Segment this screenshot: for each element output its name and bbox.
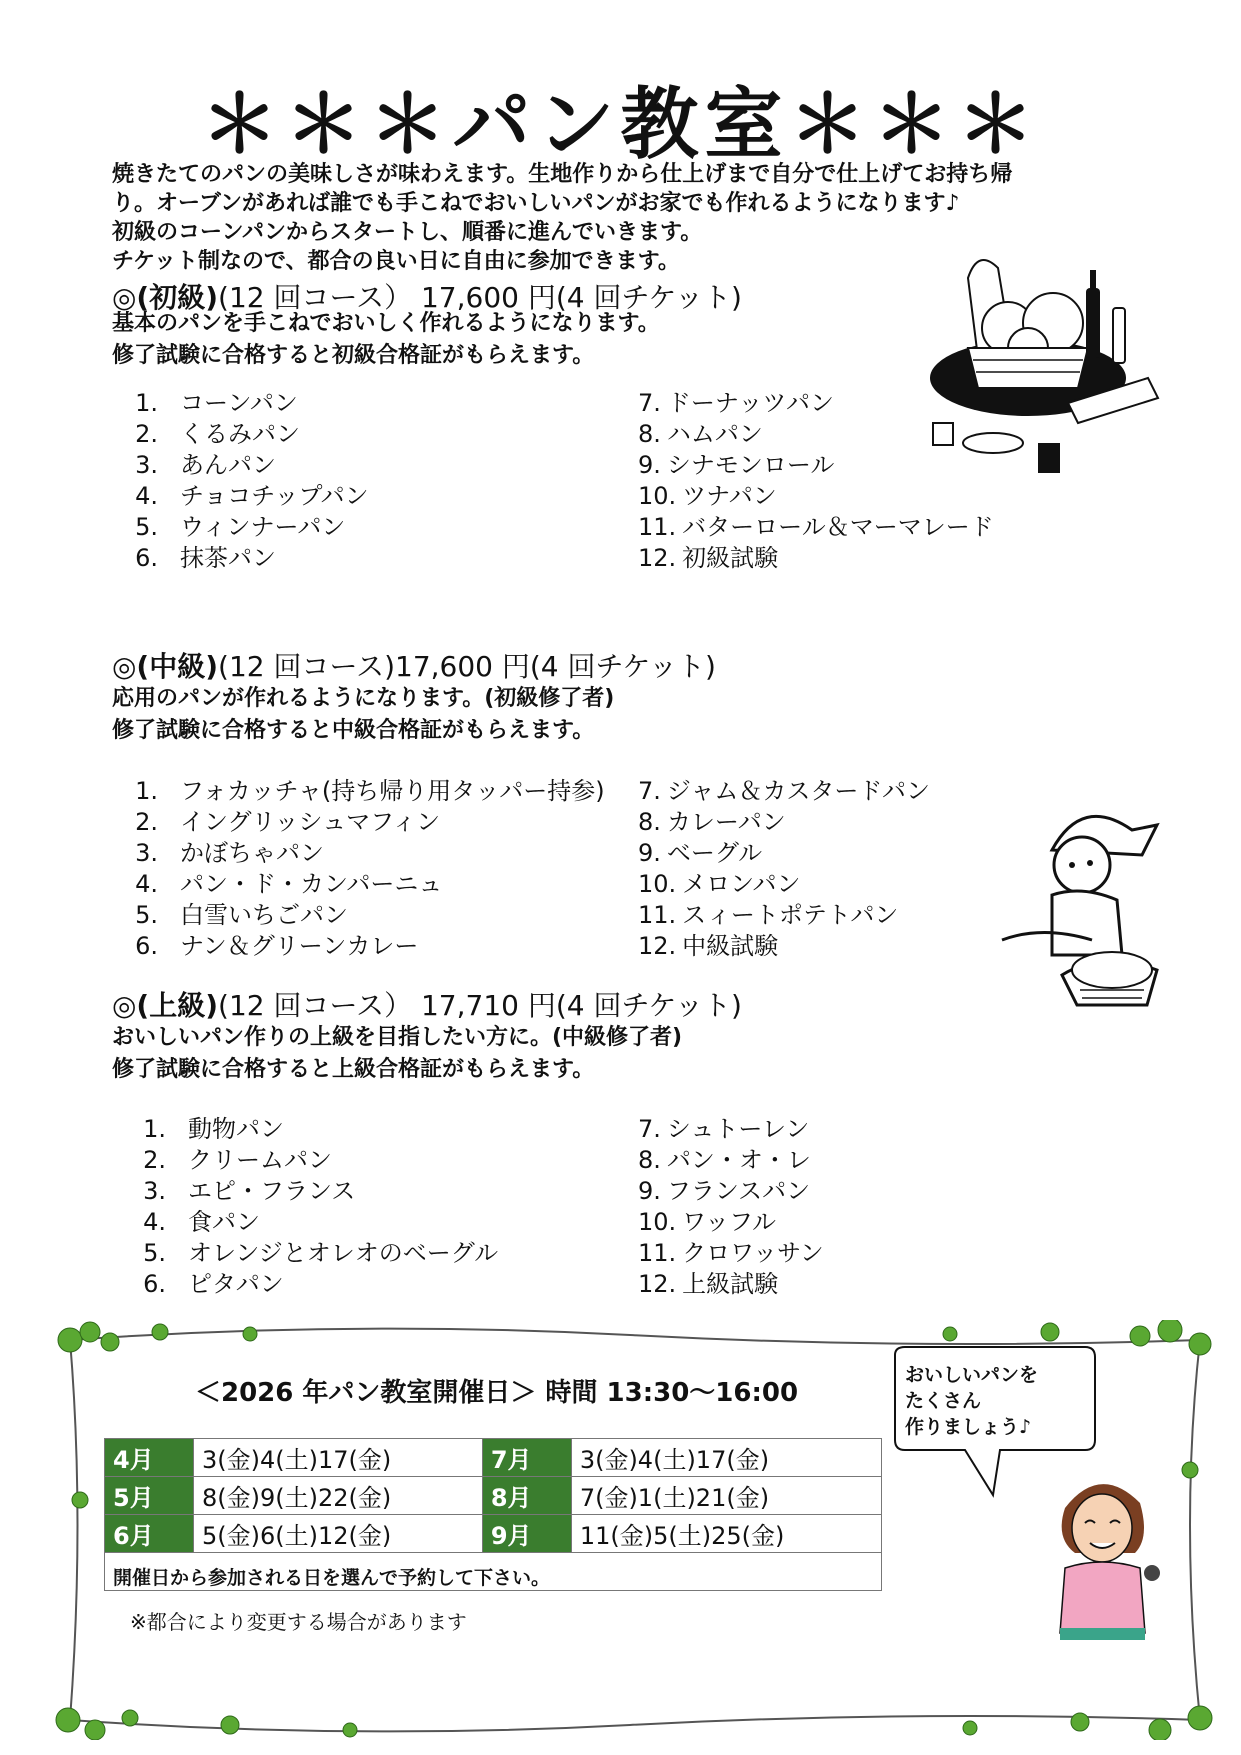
list-item-number: 12.: [638, 932, 677, 960]
list-item: [638, 512, 994, 543]
list-item-label: 動物パン: [188, 1115, 284, 1143]
list-item-number: 6.: [143, 1270, 166, 1298]
list-item-number: 8.: [638, 808, 661, 836]
list-item: [638, 838, 930, 869]
list-item-number: 9.: [638, 839, 661, 867]
schedule-dates: 5(金)6(土)12(金): [194, 1515, 483, 1553]
list-item-label: パン・ド・カンパーニュ: [180, 870, 443, 898]
list-item-label: あんパン: [180, 451, 276, 479]
list-item: [638, 931, 930, 962]
schedule-month: 9月: [482, 1515, 571, 1553]
list-item-label: メロンパン: [682, 870, 801, 898]
list-item-label: チョコチップパン: [180, 482, 369, 510]
schedule-month: 8月: [482, 1477, 571, 1515]
list-item: [638, 481, 994, 512]
list-item: [638, 1114, 824, 1145]
list-item: [638, 776, 930, 807]
list-item-number: 8.: [638, 1146, 661, 1174]
list-item-number: 6.: [135, 544, 158, 572]
list-item-number: 1.: [135, 777, 158, 805]
list-item-number: 5.: [143, 1239, 166, 1267]
list-item-number: 7.: [638, 777, 661, 805]
list-item-label: シナモンロール: [666, 451, 835, 479]
list-item-label: イングリッシュマフィン: [180, 808, 441, 836]
list-item-number: 10.: [638, 870, 677, 898]
list-item: [94, 1207, 498, 1238]
list-item: [100, 481, 369, 512]
schedule-title: ＜2026 年パン教室開催日＞ 時間 13:30～16:00: [195, 1378, 799, 1408]
list-item: [100, 776, 605, 807]
list-item: [100, 807, 605, 838]
list-item-number: 10.: [638, 1208, 677, 1236]
schedule-dates: 7(金)1(土)21(金): [571, 1477, 881, 1515]
list-item: [638, 869, 930, 900]
list-item-number: 10.: [638, 482, 677, 510]
list-item-number: 11.: [638, 901, 677, 929]
schedule-note: 開催日から参加される日を選んで予約して下さい。: [105, 1553, 882, 1591]
list-item-number: 5.: [135, 901, 158, 929]
list-item-label: カレーパン: [666, 808, 786, 836]
schedule-month: 6月: [105, 1515, 194, 1553]
list-item-label: ハムパン: [666, 420, 763, 448]
list-item: [638, 1176, 824, 1207]
list-item-label: 上級試験: [682, 1270, 779, 1298]
schedule-caution: ※都合により変更する場合があります: [130, 1610, 467, 1634]
schedule-month: 7月: [482, 1439, 571, 1477]
intro-line: り。オーブンがあれば誰でも手こねでおいしいパンがお家でも作れるようになります♪: [112, 191, 960, 216]
list-item-label: クロワッサン: [682, 1239, 824, 1267]
list-item-label: ピタパン: [188, 1270, 284, 1298]
list-item: [94, 1114, 498, 1145]
list-item: [638, 807, 930, 838]
list-item-number: 9.: [638, 1177, 661, 1205]
schedule-dates: 3(金)4(土)17(金): [571, 1439, 881, 1477]
list-item-number: 8.: [638, 420, 661, 448]
list-item-number: 6.: [135, 932, 158, 960]
list-item-label: ワッフル: [682, 1208, 777, 1236]
list-item-number: 11.: [638, 513, 677, 541]
list-item-label: かぼちゃパン: [180, 839, 324, 867]
schedule-dates: 3(金)4(土)17(金): [194, 1439, 483, 1477]
list-item: [100, 900, 605, 931]
baker-kneading-illustration: [982, 790, 1202, 1015]
schedule-row: [105, 1515, 882, 1553]
schedule-row: [105, 1477, 882, 1515]
list-item-number: 2.: [135, 808, 158, 836]
list-item-label: ドーナッツパン: [666, 389, 834, 417]
list-item: [100, 512, 369, 543]
list-item-label: エピ・フランス: [188, 1177, 356, 1205]
list-item-label: パン・オ・レ: [666, 1146, 811, 1174]
list-item: [638, 1269, 824, 1300]
list-item: [638, 900, 930, 931]
teacher-illustration: [1040, 1468, 1170, 1648]
list-item-label: ベーグル: [666, 839, 763, 867]
list-item: [94, 1238, 498, 1269]
list-item-number: 11.: [638, 1239, 677, 1267]
list-item-number: 3.: [135, 451, 158, 479]
course-list-advanced-right: [638, 1114, 824, 1300]
schedule-dates: 11(金)5(土)25(金): [571, 1515, 881, 1553]
list-item-number: 12.: [638, 544, 677, 572]
course-heading-intermediate: ◎(中級)(12 回コース)17,600 円(4 回チケット): [112, 650, 716, 683]
list-item-label: 食パン: [188, 1208, 260, 1236]
schedule-dates: 8(金)9(土)22(金): [194, 1477, 483, 1515]
list-item: [100, 869, 605, 900]
list-item-label: ナン＆グリーンカレー: [180, 932, 419, 960]
list-item: [100, 450, 369, 481]
course-list-advanced-left: [94, 1114, 498, 1300]
list-item: [100, 388, 369, 419]
list-item-number: 1.: [135, 389, 158, 417]
course-heading-beginner: ◎(初級)(12 回コース） 17,600 円(4 回チケット): [112, 281, 742, 314]
list-item-number: 3.: [135, 839, 158, 867]
list-item-number: 1.: [143, 1115, 166, 1143]
list-item: [100, 838, 605, 869]
course-list-beginner-left: [100, 388, 369, 574]
list-item: [638, 543, 994, 574]
list-item-number: 5.: [135, 513, 158, 541]
course-list-intermediate-right: [638, 776, 930, 962]
list-item-label: 中級試験: [682, 932, 779, 960]
list-item: [100, 543, 369, 574]
speech-bubble: おいしいパンを たくさん 作りましょう♪: [905, 1364, 1039, 1438]
list-item-label: ウィンナーパン: [180, 513, 346, 541]
list-item-number: 4.: [135, 482, 158, 510]
intro-line: チケット制なので、都合の良い日に自由に参加できます。: [112, 249, 680, 274]
list-item-label: ジャム＆カスタードパン: [666, 777, 930, 805]
list-item-number: 3.: [143, 1177, 166, 1205]
course-desc-beginner: 基本のパンを手こねでおいしく作れるようになります。 修了試験に合格すると初級合格証がもらえます。: [112, 311, 660, 368]
list-item-number: 7.: [638, 1115, 661, 1143]
list-item-number: 4.: [143, 1208, 166, 1236]
course-desc-intermediate: 応用のパンが作れるようになります。(初級修了者) 修了試験に合格すると中級合格証がもらえます。: [112, 686, 615, 743]
list-item-label: 初級試験: [682, 544, 779, 572]
list-item-label: バターロール＆マーマレード: [682, 513, 994, 541]
list-item-number: 7.: [638, 389, 661, 417]
list-item-label: フランスパン: [666, 1177, 811, 1205]
list-item-label: くるみパン: [180, 420, 300, 448]
list-item-number: 9.: [638, 451, 661, 479]
list-item-label: ツナパン: [682, 482, 777, 510]
list-item: [638, 1238, 824, 1269]
list-item: [100, 419, 369, 450]
intro-line: 焼きたてのパンの美味しさが味わえます。生地作りから仕上げまで自分で仕上げてお持ち帰: [112, 162, 1013, 187]
list-item-label: クリームパン: [188, 1146, 332, 1174]
course-desc-advanced: おいしいパン作りの上級を目指したい方に。(中級修了者) 修了試験に合格すると上級合格証がもらえます。: [112, 1025, 683, 1082]
list-item-label: 抹茶パン: [180, 544, 276, 572]
page-title: ＊＊＊パン教室＊＊＊: [200, 80, 1041, 170]
list-item: [94, 1269, 498, 1300]
list-item-number: 12.: [638, 1270, 677, 1298]
list-item-label: 白雪いちごパン: [180, 901, 348, 929]
intro-line: 初級のコーンパンからスタートし、順番に進んでいきます。: [112, 220, 703, 245]
course-list-intermediate-left: [100, 776, 605, 962]
list-item: [94, 1176, 498, 1207]
schedule-table: [104, 1438, 882, 1591]
list-item-number: 2.: [135, 420, 158, 448]
bread-basket-illustration: [918, 248, 1168, 478]
list-item-number: 2.: [143, 1146, 166, 1174]
list-item-label: スィートポテトパン: [682, 901, 899, 929]
list-item-label: フォカッチャ(持ち帰り用タッパー持参): [180, 777, 605, 805]
list-item: [638, 1145, 824, 1176]
schedule-month: 5月: [105, 1477, 194, 1515]
list-item: [94, 1145, 498, 1176]
list-item: [638, 1207, 824, 1238]
list-item-label: オレンジとオレオのベーグル: [188, 1239, 499, 1267]
schedule-month: 4月: [105, 1439, 194, 1477]
list-item-label: コーンパン: [180, 389, 298, 417]
list-item: [100, 931, 605, 962]
list-item-number: 4.: [135, 870, 158, 898]
list-item-label: シュトーレン: [666, 1115, 810, 1143]
course-heading-advanced: ◎(上級)(12 回コース） 17,710 円(4 回チケット): [112, 989, 742, 1022]
schedule-row: [105, 1439, 882, 1477]
